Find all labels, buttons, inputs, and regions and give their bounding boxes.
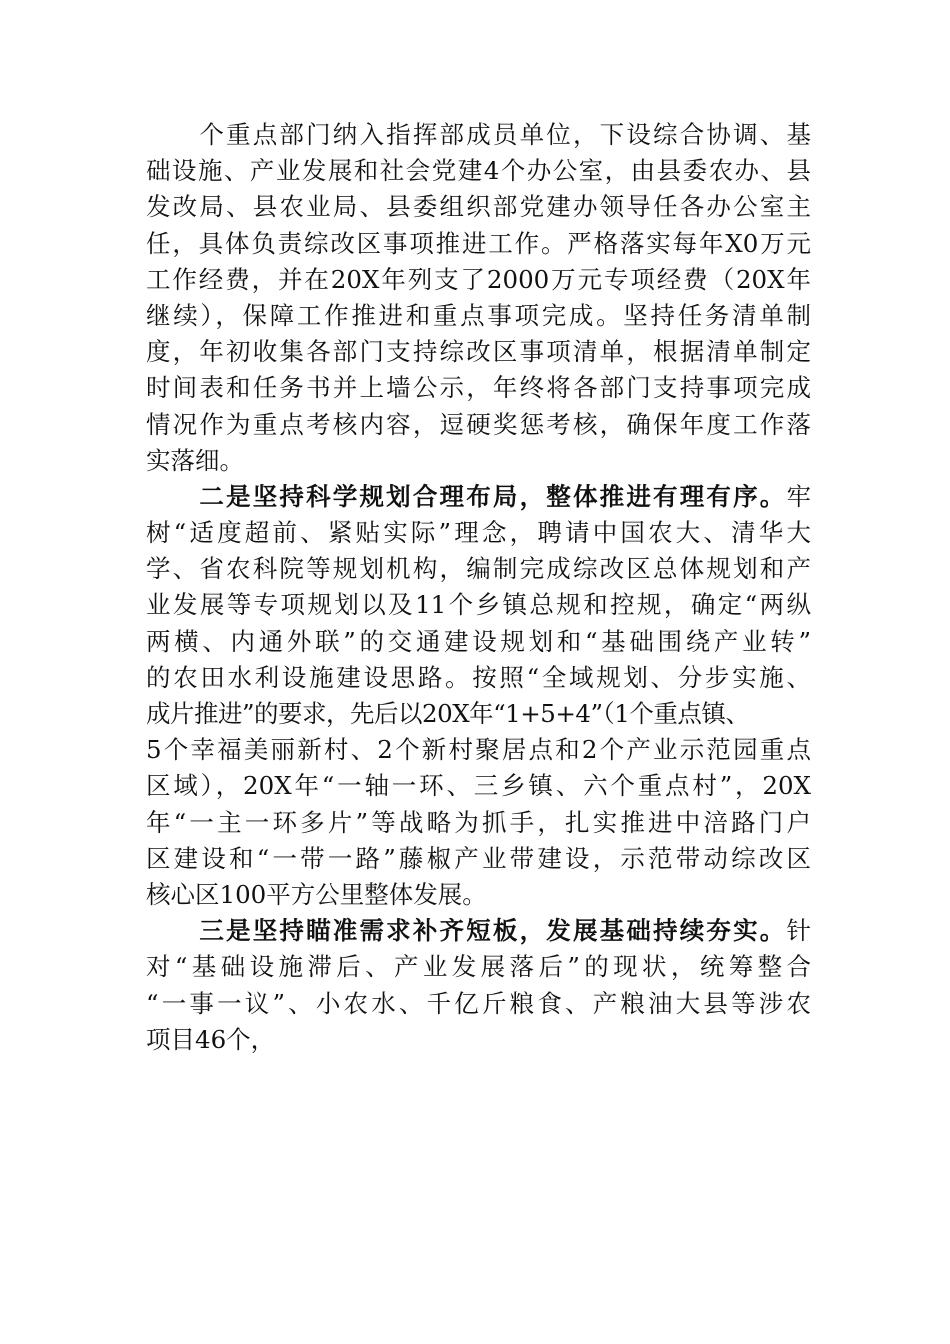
- text-line: 成片推进”的要求，先后以20X年“1+5+4”（1个重点镇、: [146, 699, 750, 728]
- text-line: 两横、内通外联”的交通建设规划和“基础围绕产业转”: [146, 626, 811, 656]
- text-line: 时间表和任务书并上墙公示，年终将各部门支持事项完成: [146, 373, 811, 403]
- text-line: 个重点部门纳入指挥部成员单位，下设综合协调、基: [146, 120, 811, 149]
- paragraph-heading: 三是坚持瞄准需求补齐短板，发展基础持续夯实。: [146, 916, 787, 946]
- text-line: 对“基础设施滞后、产业发展落后”的现状，统筹整合: [146, 952, 811, 982]
- text-line: 础设施、产业发展和社会党建4个办公室，由县委农办、县: [146, 156, 811, 186]
- text-fragment: 牢: [786, 481, 811, 511]
- text-line: [146, 479, 811, 515]
- text-line: 核心区100平方公里整体发展。: [146, 879, 487, 909]
- text-line: 发改局、县农业局、县委组织部党建办领导任各办公室主: [146, 192, 811, 222]
- text-line: 的农田水利设施建设思路。按照“全域规划、分步实施、: [146, 662, 811, 692]
- text-line: 项目46个，: [146, 1024, 276, 1054]
- text-line: 实落细。: [146, 445, 244, 475]
- text-line: 5个幸福美丽新村、2个新村聚居点和2个产业示范园重点: [146, 735, 811, 765]
- text-line: 任，具体负责综改区事项推进工作。严格落实每年X0万元: [146, 228, 811, 258]
- text-fragment: 针: [786, 916, 811, 946]
- text-line: 度，年初收集各部门支持综改区事项清单，根据清单制定: [146, 337, 811, 367]
- text-line: “一事一议”、小农水、千亿斤粮食、产粮油大县等涉农: [146, 988, 811, 1018]
- paragraph-3: [146, 913, 811, 1058]
- text-line: 业发展等专项规划以及11个乡镇总规和控规，确定“两纵: [146, 590, 811, 620]
- paragraph-2: [146, 479, 811, 913]
- text-line: 工作经费，并在20X年列支了2000万元专项经费（20X年: [146, 264, 811, 294]
- text-line: 情况作为重点考核内容，逗硬奖惩考核，确保年度工作落: [146, 409, 811, 439]
- text-line: 区域），20X年“一轴一环、三乡镇、六个重点村”，20X: [146, 771, 811, 801]
- text-line: 树“适度超前、紧贴实际”理念，聘请中国农大、清华大: [146, 518, 811, 548]
- text-line: 继续），保障工作推进和重点事项完成。坚持任务清单制: [146, 300, 811, 330]
- document-body: [146, 117, 811, 1058]
- text-line: [146, 913, 811, 949]
- text-line: 区建设和“一带一路”藤椒产业带建设，示范带动综改区: [146, 843, 811, 873]
- paragraph-heading: 二是坚持科学规划合理布局，整体推进有理有序。: [146, 481, 787, 511]
- paragraph-1: [146, 117, 811, 479]
- text-line: 年“一主一环多片”等战略为抓手，扎实推进中涪路门户: [146, 807, 811, 837]
- text-line: 学、省农科院等规划机构，编制完成综改区总体规划和产: [146, 554, 811, 584]
